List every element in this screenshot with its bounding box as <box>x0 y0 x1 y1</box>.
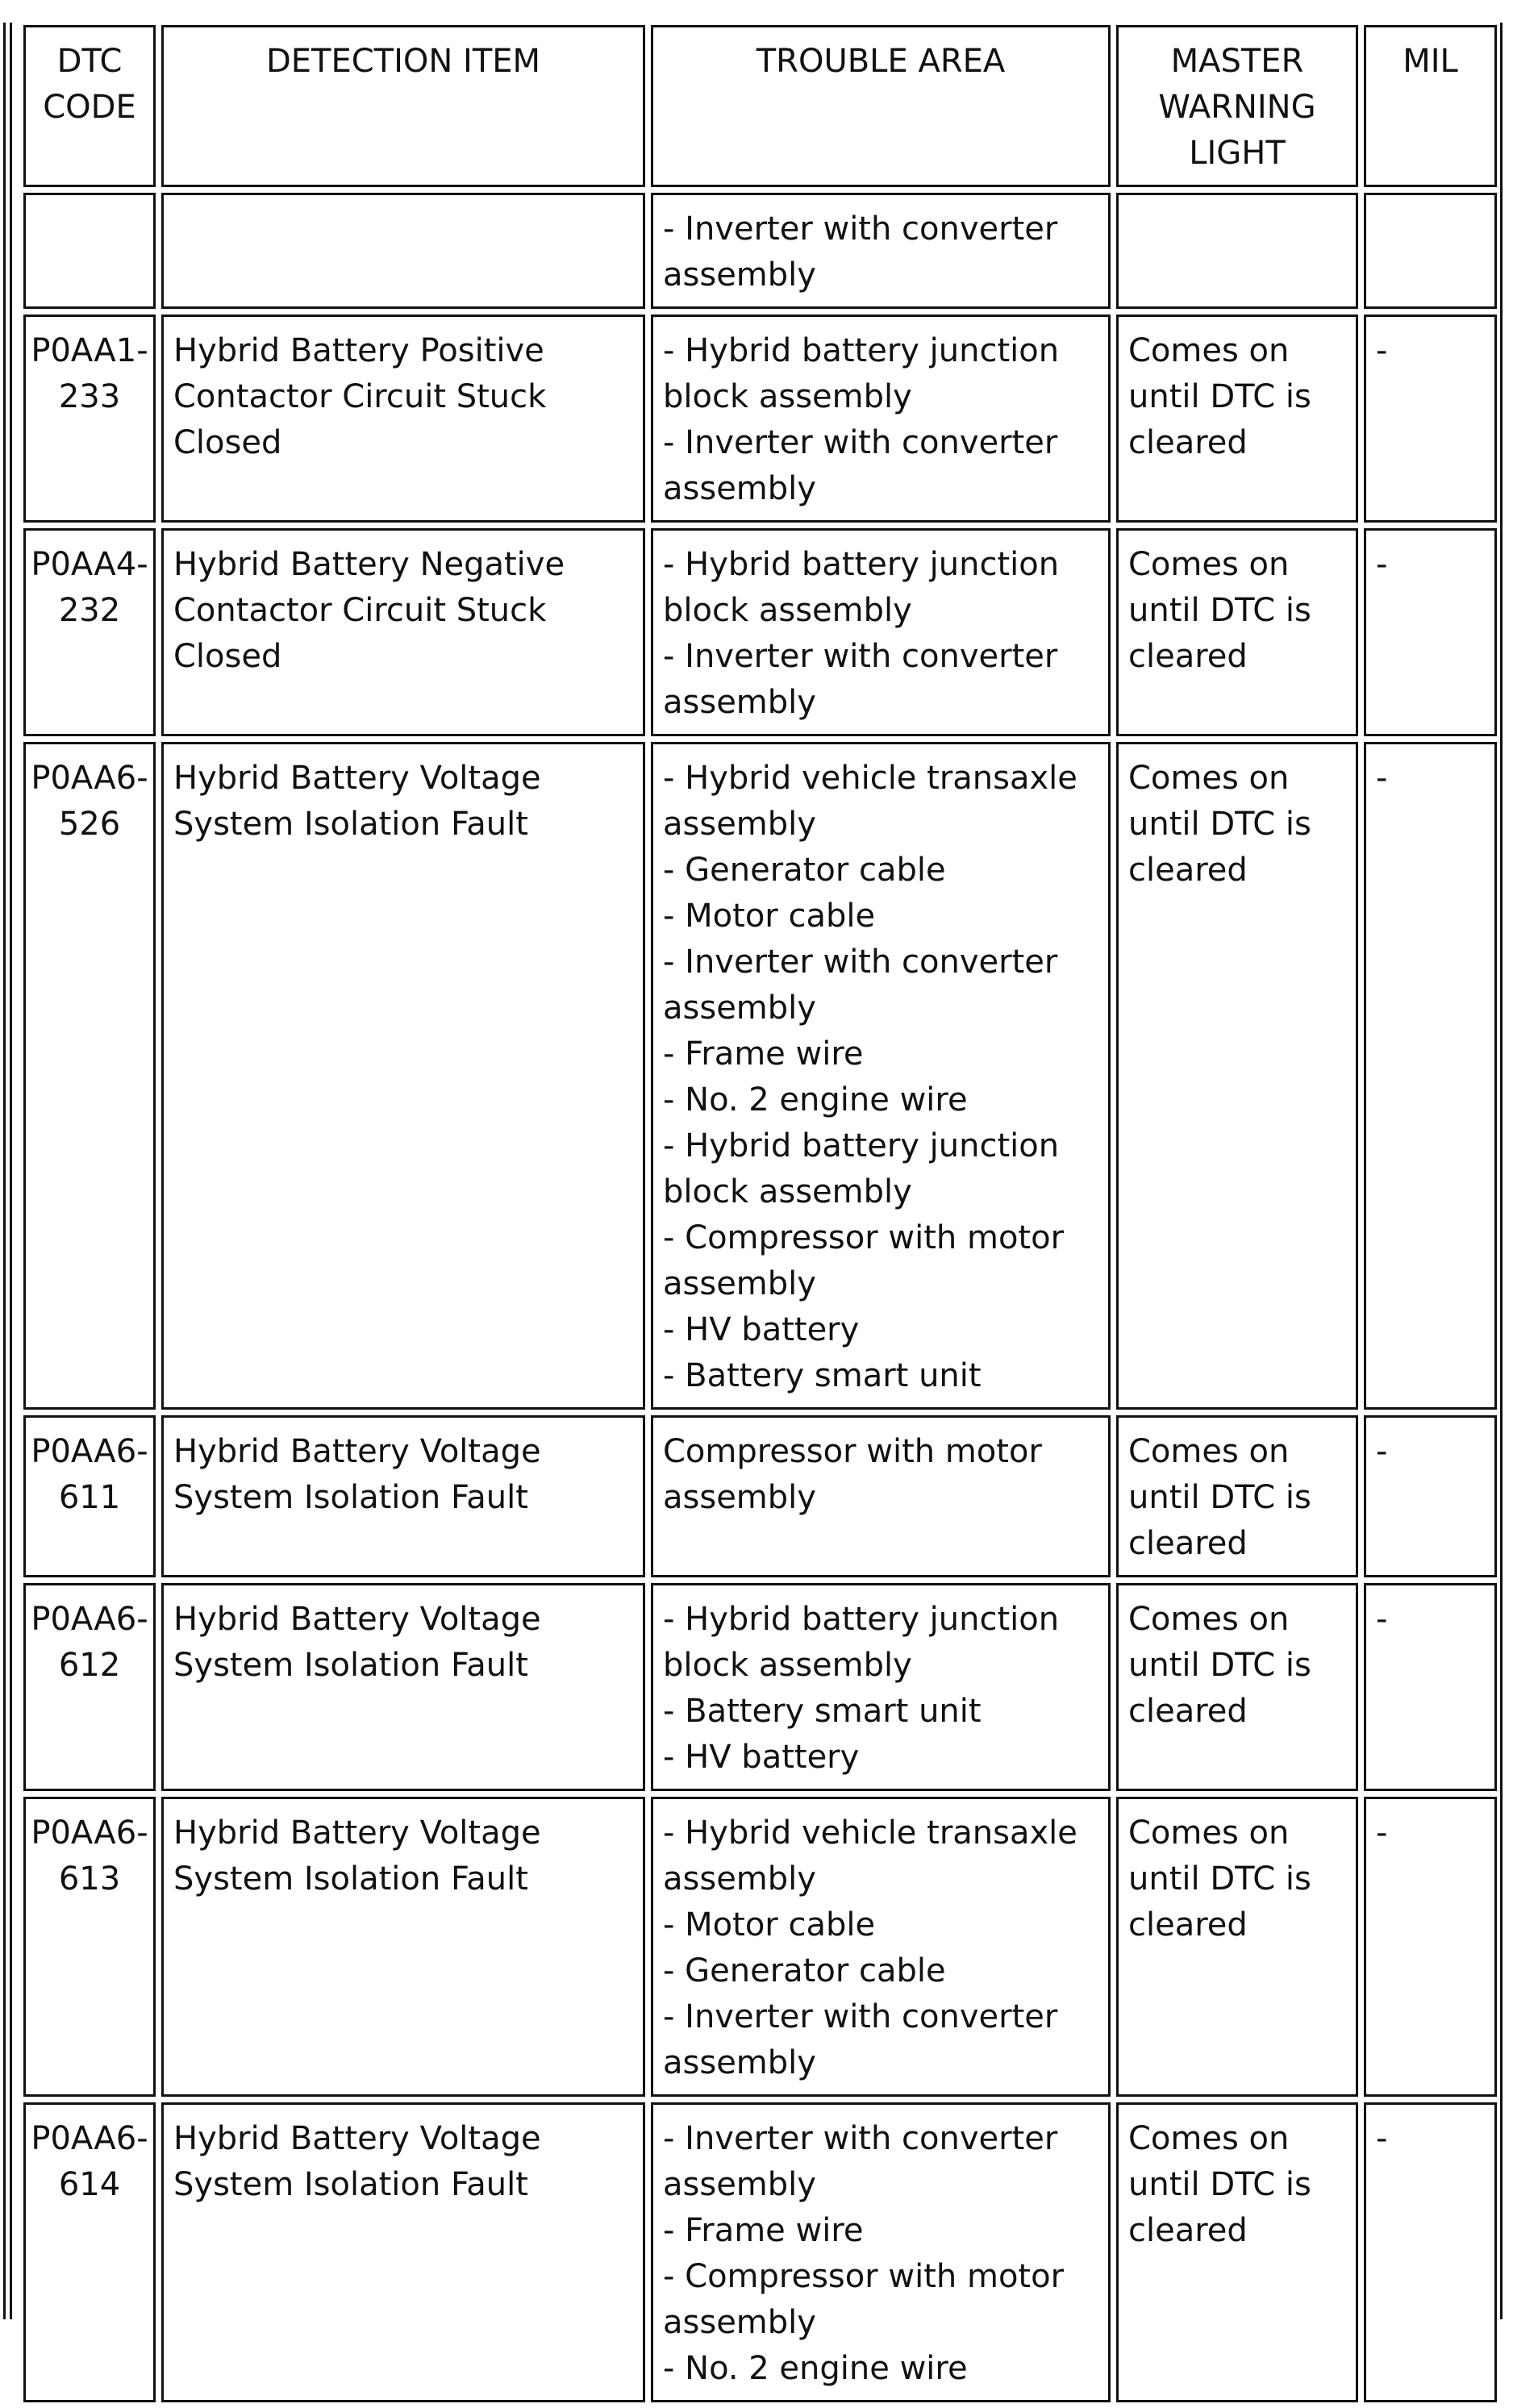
header-dtc-code: DTC CODE <box>23 25 156 187</box>
trouble-area-entry: - HV battery <box>663 1739 860 1776</box>
detection-item-cell: Hybrid Battery Voltage System Isolation Fault <box>161 2102 645 2402</box>
trouble-area-entry: - Frame wire <box>663 1035 864 1073</box>
trouble-area-entry: - Hybrid battery junction block assembly <box>663 1127 1060 1210</box>
mil-cell: - <box>1364 315 1497 523</box>
dtc-table-body <box>23 193 1497 2402</box>
header-detection-item: DETECTION ITEM <box>161 25 645 187</box>
detection-item-cell: Hybrid Battery Negative Contactor Circuit Stuck Closed <box>161 528 645 736</box>
table-row <box>23 1583 1497 1791</box>
master-warning-light-cell: Comes on until DTC is cleared <box>1116 2102 1358 2402</box>
dtc-code-cell: P0AA6-613 <box>23 1797 156 2097</box>
trouble-area-entry: - Frame wire <box>663 2212 864 2249</box>
trouble-area-entry: - No. 2 engine wire <box>663 1081 968 1119</box>
trouble-area-cell <box>651 1415 1111 1577</box>
trouble-area-cell <box>651 193 1111 309</box>
trouble-area-entry: - Hybrid vehicle transaxle assembly <box>663 760 1077 843</box>
master-warning-light-cell: Comes on until DTC is cleared <box>1116 528 1358 736</box>
trouble-area-cell <box>651 742 1111 1410</box>
table-row <box>23 742 1497 1410</box>
header-master-warning-light: MASTER WARNING LIGHT <box>1116 25 1358 187</box>
header-trouble-area: TROUBLE AREA <box>651 25 1111 187</box>
dtc-code-cell: P0AA1-233 <box>23 315 156 523</box>
dtc-table <box>18 19 1503 2408</box>
trouble-area-entry: - Compressor with motor assembly <box>663 1219 1065 1302</box>
dtc-code-cell: P0AA6-611 <box>23 1415 156 1577</box>
table-row <box>23 1415 1497 1577</box>
trouble-area-entry: - Hybrid battery junction block assembly <box>663 1601 1060 1684</box>
detection-item-cell: Hybrid Battery Voltage System Isolation Fault <box>161 742 645 1410</box>
trouble-area-entry: - Hybrid vehicle transaxle assembly <box>663 1814 1077 1898</box>
table-row <box>23 193 1497 309</box>
trouble-area-entry: - Compressor with motor assembly <box>663 2258 1065 2341</box>
master-warning-light-cell: Comes on until DTC is cleared <box>1116 742 1358 1410</box>
detection-item-cell <box>161 193 645 309</box>
trouble-area-entry: - Generator cable <box>663 852 946 889</box>
trouble-area-entry: - Motor cable <box>663 1906 876 1943</box>
dtc-code-cell <box>23 193 156 309</box>
mil-cell: - <box>1364 1797 1497 2097</box>
table-row <box>23 315 1497 523</box>
trouble-area-entry: - Battery smart unit <box>663 1357 982 1394</box>
dtc-code-cell: P0AA4-232 <box>23 528 156 736</box>
detection-item-cell: Hybrid Battery Voltage System Isolation Fault <box>161 1415 645 1577</box>
master-warning-light-cell: Comes on until DTC is cleared <box>1116 1583 1358 1791</box>
trouble-area-entry: - Inverter with converter assembly <box>663 1998 1058 2081</box>
master-warning-light-cell: Comes on until DTC is cleared <box>1116 315 1358 523</box>
mil-cell: - <box>1364 1415 1497 1577</box>
trouble-area-entry: - Motor cable <box>663 898 876 935</box>
trouble-area-cell <box>651 2102 1111 2402</box>
mil-cell: - <box>1364 528 1497 736</box>
master-warning-light-cell: Comes on until DTC is cleared <box>1116 1797 1358 2097</box>
mil-cell: - <box>1364 742 1497 1410</box>
master-warning-light-cell <box>1116 193 1358 309</box>
trouble-area-cell <box>651 1583 1111 1791</box>
trouble-area-cell <box>651 528 1111 736</box>
trouble-area-cell <box>651 315 1111 523</box>
trouble-area-entry: Compressor with motor assembly <box>663 1433 1042 1516</box>
trouble-area-entry: - Inverter with converter assembly <box>663 944 1058 1027</box>
trouble-area-entry: - Inverter with converter assembly <box>663 210 1058 294</box>
table-row <box>23 2102 1497 2402</box>
page-border-left-outer <box>3 23 6 2319</box>
trouble-area-entry: - Hybrid battery junction block assembly <box>663 546 1060 629</box>
trouble-area-entry: - Inverter with converter assembly <box>663 638 1058 721</box>
header-row <box>23 25 1497 187</box>
trouble-area-entry: - Generator cable <box>663 1952 946 1989</box>
page-border-left-inner <box>10 23 12 2319</box>
trouble-area-entry: - Inverter with converter assembly <box>663 424 1058 507</box>
detection-item-cell: Hybrid Battery Voltage System Isolation Fault <box>161 1583 645 1791</box>
dtc-code-cell: P0AA6-614 <box>23 2102 156 2402</box>
master-warning-light-cell: Comes on until DTC is cleared <box>1116 1415 1358 1577</box>
dtc-code-cell: P0AA6-526 <box>23 742 156 1410</box>
header-mil: MIL <box>1364 25 1497 187</box>
trouble-area-entry: - HV battery <box>663 1311 860 1348</box>
trouble-area-entry: - Battery smart unit <box>663 1693 982 1730</box>
detection-item-cell: Hybrid Battery Positive Contactor Circuit Stuck Closed <box>161 315 645 523</box>
mil-cell: - <box>1364 1583 1497 1791</box>
trouble-area-entry: - Hybrid battery junction block assembly <box>663 332 1060 415</box>
dtc-code-cell: P0AA6-612 <box>23 1583 156 1791</box>
mil-cell: - <box>1364 2102 1497 2402</box>
table-row <box>23 1797 1497 2097</box>
trouble-area-entry: - No. 2 engine wire <box>663 2350 968 2387</box>
mil-cell <box>1364 193 1497 309</box>
trouble-area-entry: - Inverter with converter assembly <box>663 2120 1058 2203</box>
detection-item-cell: Hybrid Battery Voltage System Isolation Fault <box>161 1797 645 2097</box>
table-row <box>23 528 1497 736</box>
trouble-area-cell <box>651 1797 1111 2097</box>
